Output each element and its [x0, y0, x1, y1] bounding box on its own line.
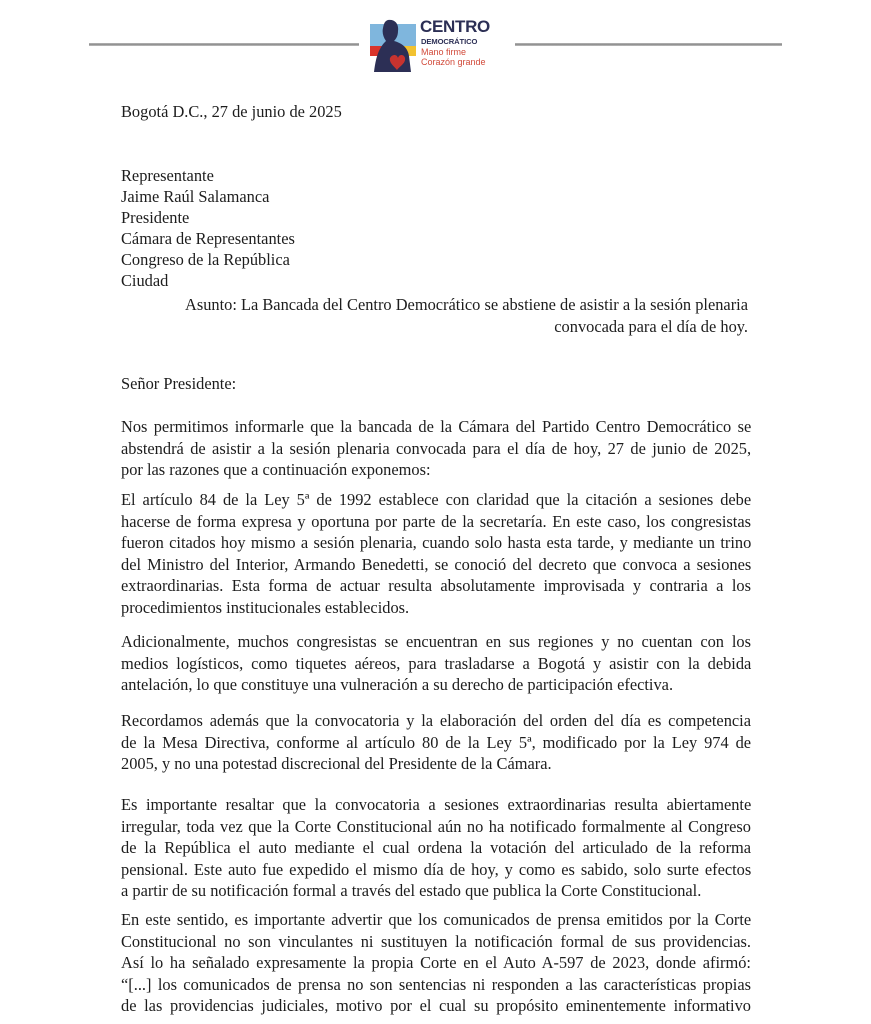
paragraph-line: irregular, toda vez que la Corte Constitucional aún no ha notificado formalmente al Congreso — [121, 816, 751, 836]
header-rule-left — [89, 43, 359, 46]
logo-name-line1: CENTRO — [420, 17, 490, 36]
paragraph-line: procedimientos institucionales establecidos. — [121, 597, 410, 617]
subject-line: Asunto: La Bancada del Centro Democrático se abstiene de asistir a la sesión plenaria — [184, 295, 748, 314]
letter-date: Bogotá D.C., 27 de junio de 2025 — [121, 102, 342, 121]
paragraph-line: Constitucional no son vinculantes ni sustituyen la notificación formal de sus providencias. — [121, 931, 751, 951]
paragraph-line: del Ministro del Interior, Armando Benedetti, se conoció del decreto que convoca a sesiones — [121, 554, 752, 574]
party-logo — [368, 18, 510, 74]
recipient-line: Jaime Raúl Salamanca — [121, 187, 270, 206]
body-paragraph — [121, 489, 751, 619]
header-rule-right — [515, 43, 782, 46]
paragraph-line: fueron citados hoy mismo a sesión plenaria, cuando solo hasta esta tarde, y mediante un trino — [121, 533, 752, 553]
recipient-line: Congreso de la República — [121, 250, 290, 269]
paragraph-line: de la República el auto mediante el cual ordena la votación del articulado de la reforma — [121, 838, 752, 858]
letter-subject — [150, 294, 748, 337]
recipient-line: Presidente — [121, 208, 190, 227]
paragraph-line: Nos permitimos informarle que la bancada de la Cámara del Partido Centro Democrático se — [121, 417, 752, 436]
paragraph-line: pensional. Este auto fue expedido el mismo día de hoy, y como es sabido, solo surte efectos — [121, 859, 752, 879]
recipient-line: Representante — [121, 166, 214, 185]
body-paragraph — [121, 794, 751, 902]
paragraph-line: El artículo 84 de la Ley 5ª de 1992 establece con claridad que la citación a sesiones debe — [121, 490, 752, 509]
letter-salutation: Señor Presidente: — [121, 374, 237, 393]
paragraph-line: Así lo ha señalado expresamente la propia Corte en el Auto A-597 de 2023, donde afirmó: — [121, 953, 751, 973]
body-paragraph — [121, 710, 751, 775]
paragraph-line: medios logísticos, como tiquetes aéreos, para trasladarse a Bogotá y asistir con la debida — [121, 653, 752, 673]
body-paragraph — [121, 631, 751, 696]
paragraph-line: abstendrá de asistir a la sesión plenaria convocada para el día de hoy, 27 de junio de 2025, — [121, 438, 752, 458]
paragraph-line: Adicionalmente, muchos congresistas se encuentran en sus regiones y no cuentan con los — [121, 632, 751, 651]
party-emblem-icon — [368, 18, 418, 72]
paragraph-line: por las razones que a continuación exponemos: — [121, 460, 431, 480]
paragraph-line: “[...] los comunicados de prensa no son sentencias ni responden a las características propias — [121, 974, 751, 994]
paragraph-line: de las providencias judiciales, motivo por el cual su propósito eminentemente informativo — [121, 996, 751, 1016]
logo-slogan-line2: Corazón grande — [421, 57, 486, 67]
paragraph-line: de la Mesa Directiva, conforme al artículo 80 de la Ley 5ª, modificado por la Ley 974 de — [121, 732, 752, 752]
paragraph-line: a partir de su notificación formal a través del estado que publica la Corte Constitucional. — [121, 881, 702, 901]
paragraph-line: 2005, y no una potestad discrecional del Presidente de la Cámara. — [121, 754, 552, 774]
paragraph-line: Es importante resaltar que la convocatoria a sesiones extraordinarias resulta abiertamente — [121, 795, 752, 814]
logo-name-line2: DEMOCRÁTICO — [421, 37, 478, 46]
logo-slogan-line1: Mano firme — [421, 47, 467, 57]
paragraph-line: extraordinarias. Esta forma de actuar resulta absolutamente improvisada y contraria a los — [121, 576, 751, 596]
paragraph-line: antelación, lo que constituye una vulneración a su derecho de participación efectiva. — [121, 675, 674, 695]
subject-line: convocada para el día de hoy. — [554, 316, 748, 336]
body-paragraph — [121, 416, 751, 481]
paragraph-line: Recordamos además que la convocatoria y la elaboración del orden del día es competencia — [121, 711, 751, 730]
recipient-line: Cámara de Representantes — [121, 229, 295, 248]
paragraph-line: hacerse de forma expresa y oportuna por parte de la secretaría. En este caso, los congresistas — [121, 511, 751, 531]
body-paragraph — [121, 909, 751, 1017]
recipient-line: Ciudad — [121, 271, 169, 290]
paragraph-line: En este sentido, es importante advertir que los comunicados de prensa emitidos por la Corte — [121, 910, 752, 929]
